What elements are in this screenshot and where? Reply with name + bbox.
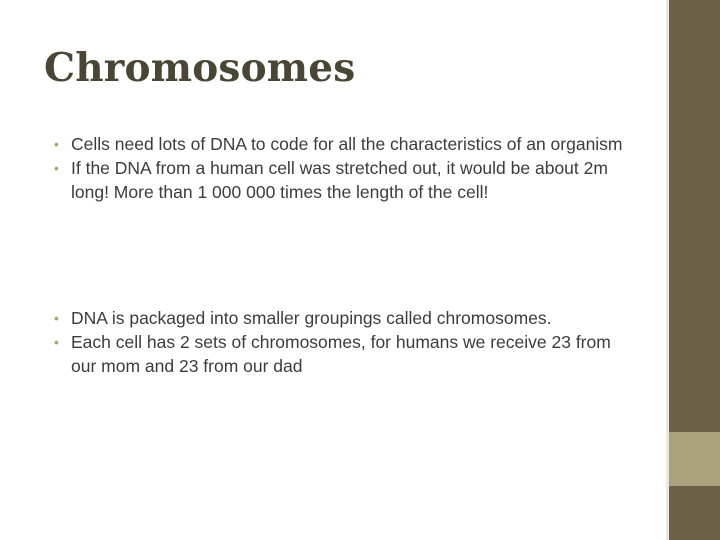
bullet-item (52, 156, 632, 204)
bullet-dot-icon: • (54, 136, 59, 152)
bullet-text: DNA is packaged into smaller groupings called chromosomes. (71, 308, 552, 328)
bullet-item (52, 306, 632, 330)
bullet-text: Cells need lots of DNA to code for all the characteristics of an organism (71, 134, 623, 154)
bullet-list-1 (52, 132, 632, 204)
slide-title: Chromosomes (44, 45, 356, 91)
sidebar-accent-block (669, 432, 720, 486)
bullet-item (52, 132, 632, 156)
bullet-dot-icon: • (54, 310, 59, 326)
bullet-text: Each cell has 2 sets of chromosomes, for humans we receive 23 from our mom and 23 from our dad (71, 332, 611, 376)
bullet-dot-icon: • (54, 334, 59, 350)
bullet-text: If the DNA from a human cell was stretched out, it would be about 2m long! More than 1 000 000 times the length of the cell! (71, 158, 608, 202)
bullet-dot-icon: • (54, 160, 59, 176)
bullet-item (52, 330, 632, 378)
bullet-list-2 (52, 306, 632, 378)
